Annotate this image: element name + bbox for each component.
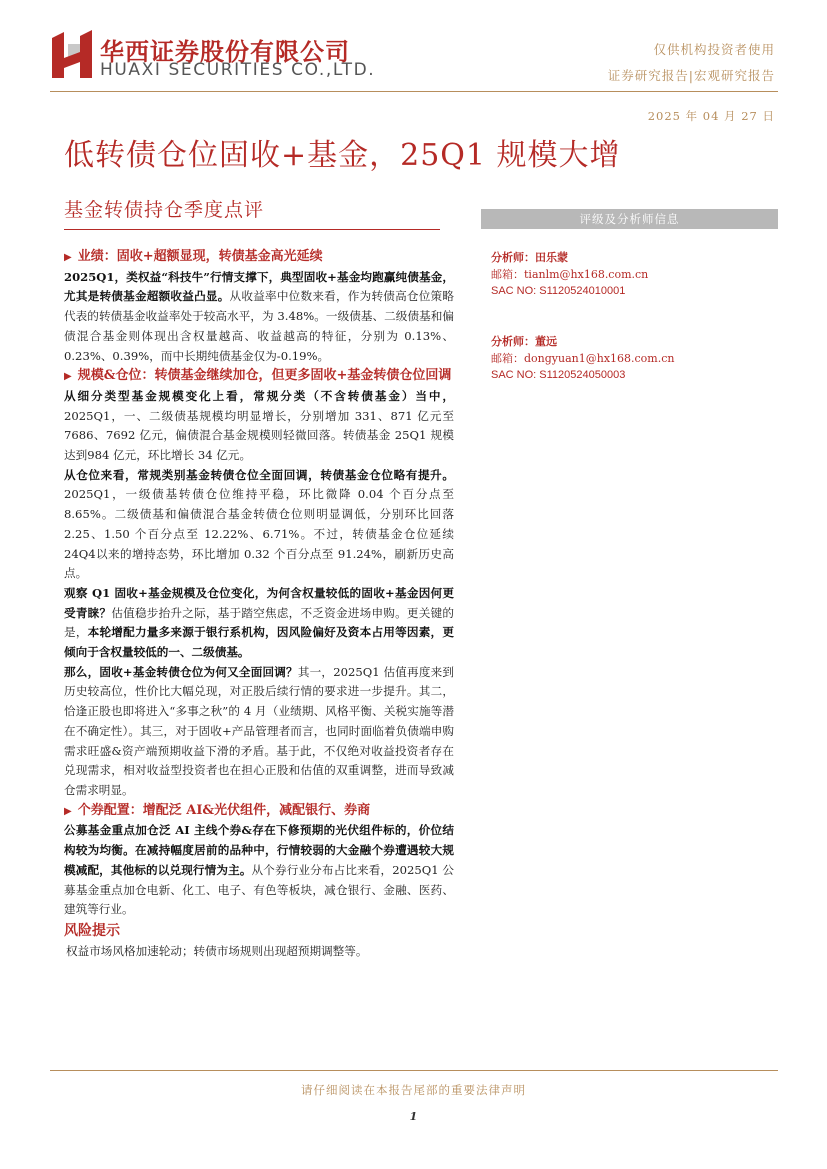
analyst-info-header: 评级及分析师信息	[481, 209, 778, 229]
analyst-email[interactable]: 邮箱：tianlm@hx168.com.cn	[491, 268, 649, 281]
paragraph: 公募基金重点加仓泛 AI 主线个券&存在下修预期的光伏组件标的，价位结构较为均衡。在减持幅度居前的品种中，行情较弱的大金融个券遭遇较大规模减配，其他标的以兑现行情为主。从个券行业分布占比来看，2025Q1 公募基金重点加仓电新、化工、电子、有色等板块，减仓银行、金融、医药、建筑等行业。	[64, 823, 454, 917]
company-name-en: HUAXI SECURITIES CO.,LTD.	[100, 60, 376, 80]
risk-heading: 风险提示	[64, 922, 120, 939]
audience-note: 仅供机构投资者使用	[653, 42, 775, 57]
analyst-card	[491, 249, 648, 300]
huaxi-logo-icon	[50, 30, 94, 80]
analyst-name: 分析师：董远	[491, 335, 557, 348]
paragraph: 2025Q1，类权益“科技牛”行情支撑下，典型固收+基金均跑赢纯债基金，尤其是转债基金超额收益凸显。从收益率中位数来看，作为转债高仓位策略代表的转债基金收益率处于较高水平，为 3.48%。一级债基、二级债基和偏债混合基金则体现出含权量越高、收益越高的特征，分别为 0.13%、0.23%、0.39%，而中长期纯债基金仅为-0.19%。	[64, 269, 454, 363]
section-heading-performance: ▶ 业绩：固收+超额显现，转债基金高光延续	[64, 247, 454, 268]
triangle-bullet-icon: ▶	[64, 371, 72, 383]
header-divider	[50, 91, 778, 92]
report-body	[64, 247, 454, 961]
paragraph: 从仓位来看，常规类别基金转债仓位全面回调，转债基金仓位略有提升。2025Q1，一级债基转债仓位维持平稳，环比微降 0.04 个百分点至 8.65%。二级债基和偏债混合基金转债仓位则明显调低，分别环比回落 2.25、1.50 个百分点至 12.22%、6.71%。不过，转债基金仓位延续24Q4以来的增持态势，环比增加 0.32 个百分点至 91.24%，刷新历史高点。	[64, 467, 454, 581]
triangle-bullet-icon: ▶	[64, 252, 72, 263]
report-category: 证券研究报告|宏观研究报告	[607, 68, 775, 83]
legal-notice: 请仔细阅读在本报告尾部的重要法律声明	[301, 1083, 526, 1097]
footer-divider	[50, 1070, 778, 1071]
report-date: 2025 年 04 月 27 日	[647, 109, 775, 123]
section-heading-scale-position: ▶ 规模&仓位：转债基金继续加仓，但更多固收+基金转债仓位回调	[64, 366, 454, 387]
analyst-sac: SAC NO: S1120524010001	[491, 285, 626, 297]
analyst-name: 分析师：田乐蒙	[491, 251, 568, 264]
company-logo	[50, 30, 376, 82]
page-number: 1	[409, 1110, 418, 1123]
analyst-sac: SAC NO: S1120524050003	[491, 369, 626, 381]
risk-text: 权益市场风格加速轮动；转债市场规则出现超预期调整等。	[66, 943, 368, 958]
report-subtitle: 基金转债持仓季度点评	[64, 199, 265, 221]
paragraph: 观察 Q1 固收+基金规模及仓位变化，为何含权量较低的固收+基金因何更受青睐？估值稳步抬升之际，基于踏空焦虑，不乏资金进场申购。更关键的是，本轮增配力量多来源于银行系机构，因风险偏好及资本占用等因素，更倾向于含权量较低的一、二级债基。	[64, 585, 454, 660]
report-title: 低转债仓位固收+基金，25Q1 规模大增	[64, 138, 621, 173]
paragraph: 那么，固收+基金转债仓位为何又全面回调？其一，2025Q1 估值再度来到历史较高位，性价比大幅兑现，对正股后续行情的要求进一步提升。其二，恰逢正股也即将进入“多事之秋”的 4 月（业绩期、风格平衡、关税实施等潜在不确定性）。其三，对于固收+产品管理者而言，也同时面临着负债端申购需求旺盛&资产端预期收益下滑的矛盾。基于此，不仅绝对收益投资者存在兑现需求，相对收益型投资者也在担心正股和估值的双重调整，进而导致减仓需求明显。	[64, 664, 454, 797]
subtitle-underline	[64, 229, 440, 230]
analyst-card	[491, 333, 674, 384]
section-heading-bond-allocation: ▶ 个券配置：增配泛 AI&光伏组件，减配银行、券商	[64, 801, 454, 822]
paragraph: 从细分类型基金规模变化上看，常规分类（不含转债基金）当中，2025Q1，一、二级债基规模均明显增长，分别增加 331、871 亿元至 7686、7692 亿元，偏债混合基金规模则轻微回落。转债基金 25Q1 规模达到984 亿元，环比增长 34 亿元。	[64, 388, 454, 463]
company-name-cn: 华西证券股份有限公司	[100, 38, 350, 66]
analyst-email[interactable]: 邮箱：dongyuan1@hx168.com.cn	[491, 352, 675, 365]
triangle-bullet-icon: ▶	[64, 805, 72, 817]
